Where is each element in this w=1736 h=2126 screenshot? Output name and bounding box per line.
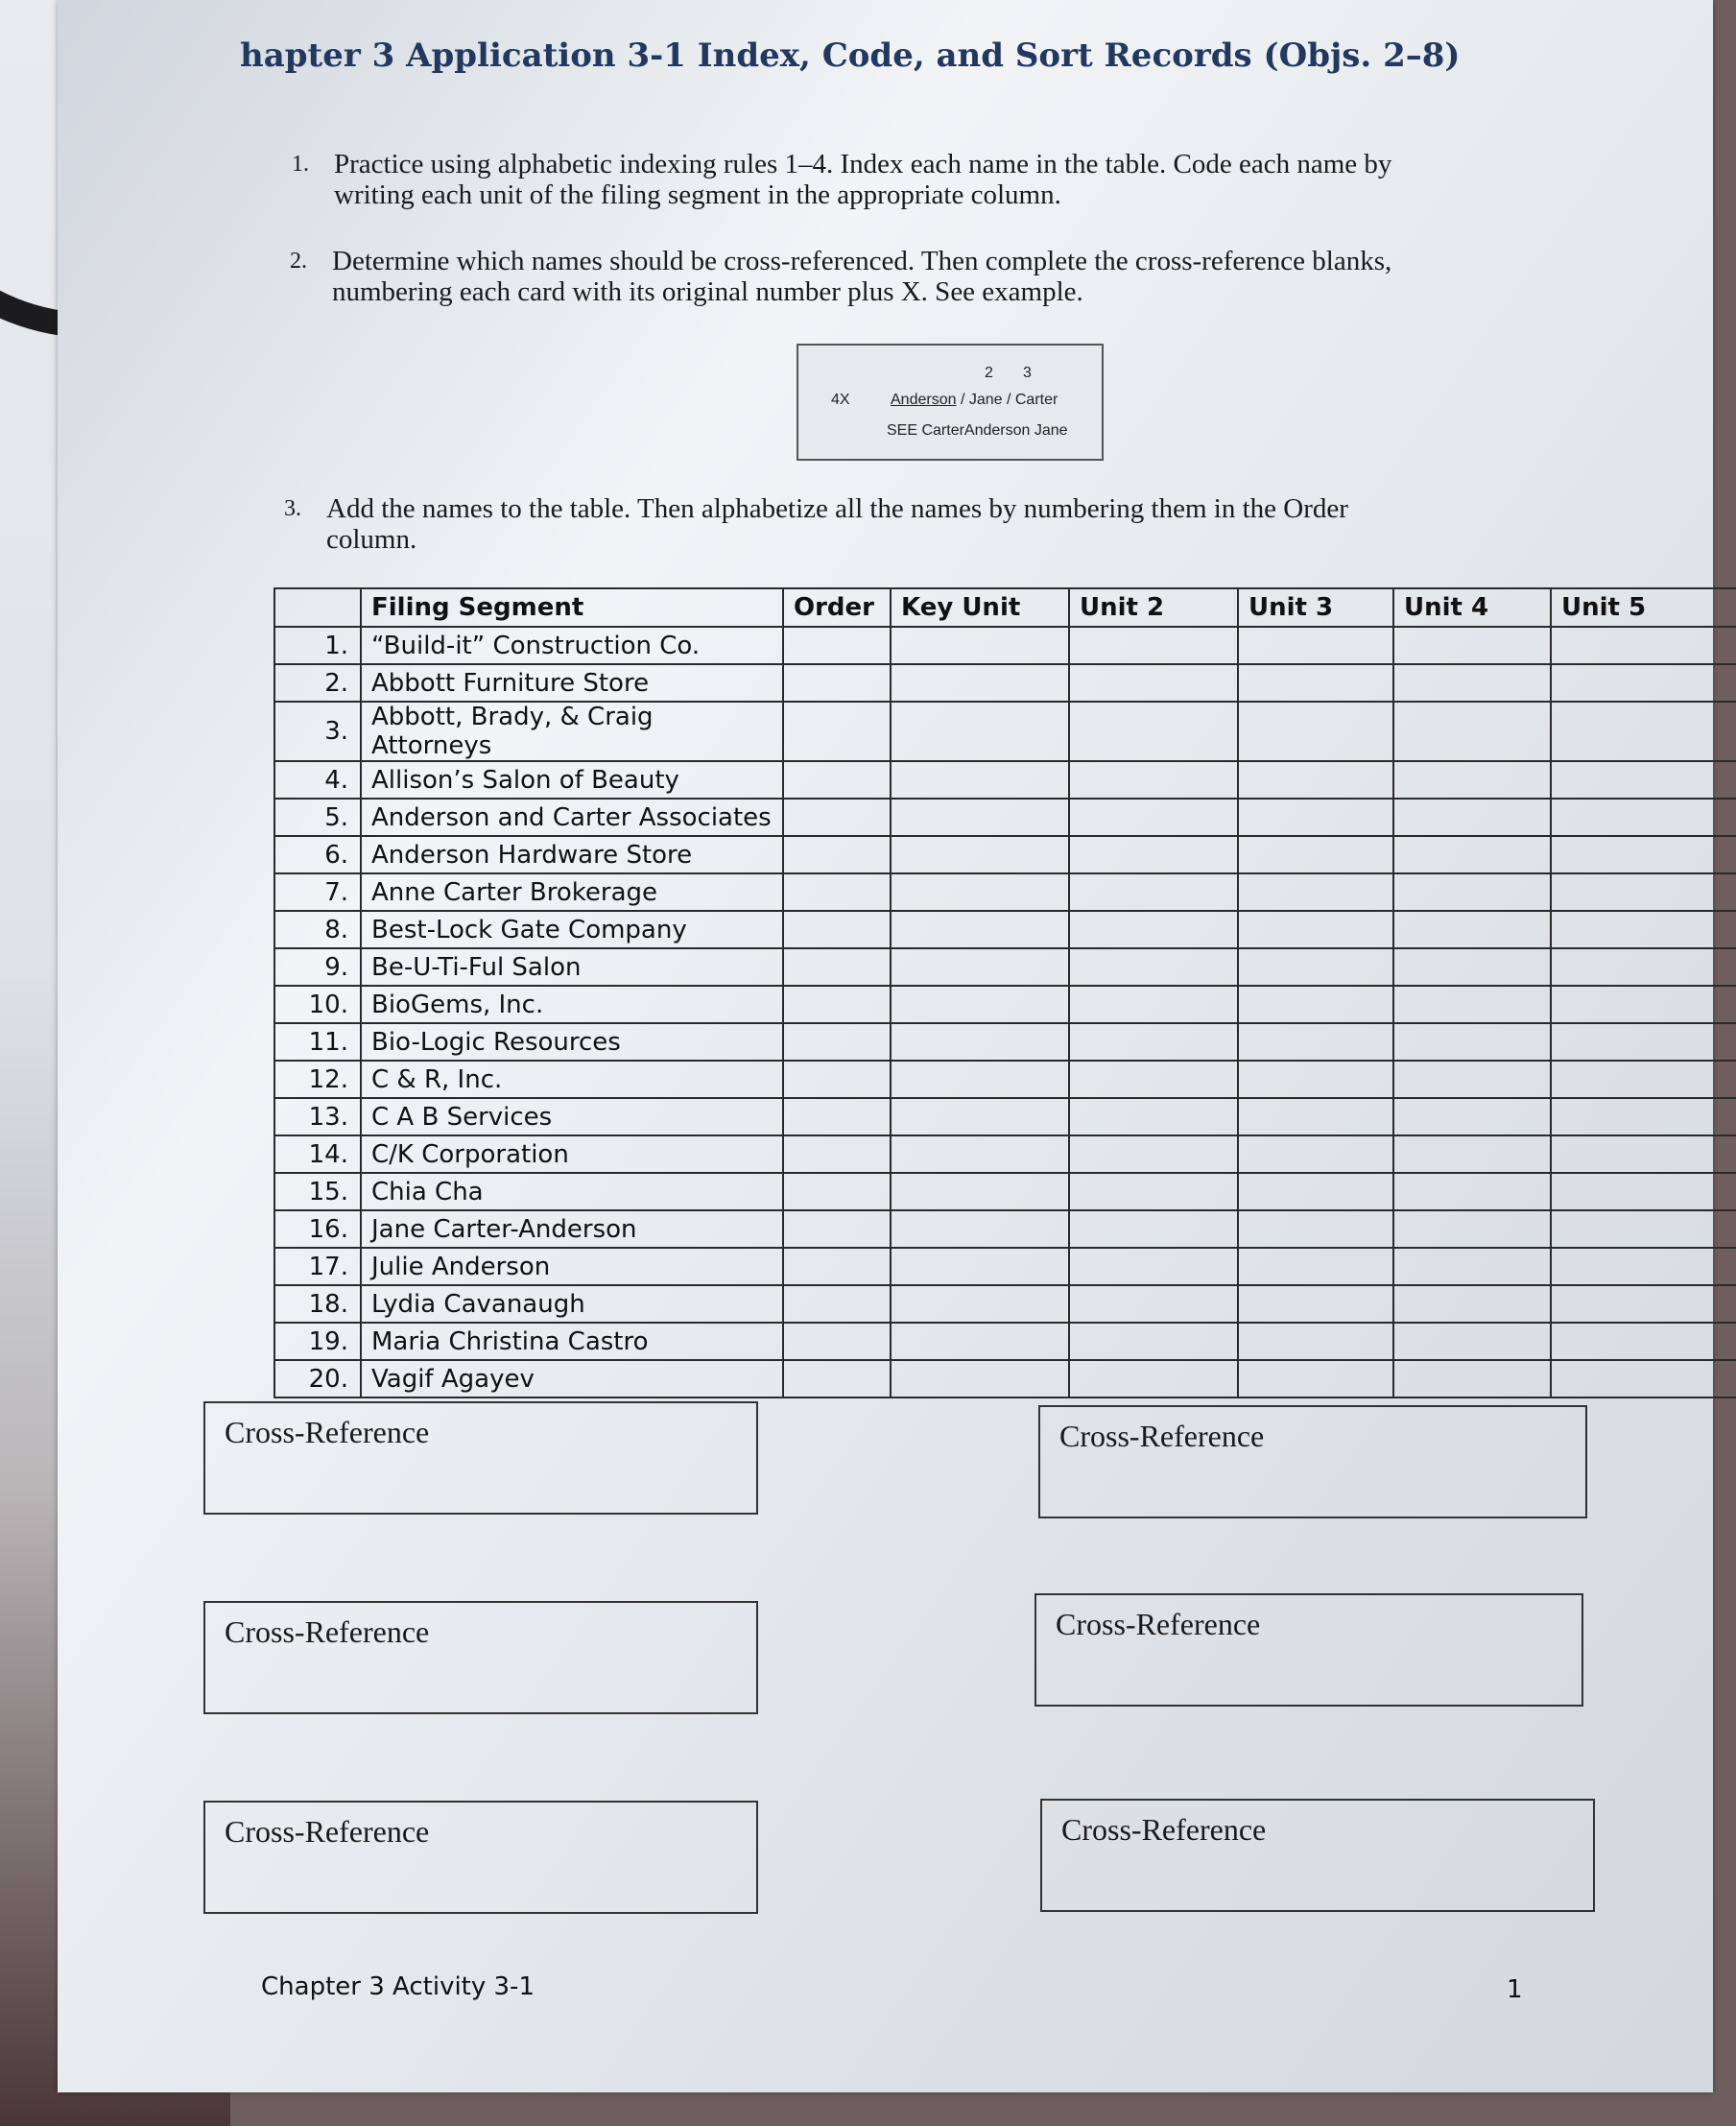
unit-4-cell[interactable] <box>1393 1323 1551 1360</box>
instruction-3 <box>284 493 1348 555</box>
unit-4-cell[interactable] <box>1393 1285 1551 1323</box>
unit-numbers: 2 3 <box>985 365 1035 381</box>
header-unit-3: Unit 3 <box>1238 588 1393 627</box>
key-unit-cell[interactable] <box>891 799 1069 836</box>
unit-5-cell[interactable] <box>1551 1323 1736 1360</box>
table-row <box>274 873 1736 911</box>
unit-5-cell[interactable] <box>1551 1248 1736 1285</box>
key-unit-cell[interactable] <box>891 1323 1069 1360</box>
unit-4-cell[interactable] <box>1393 1173 1551 1210</box>
table-row <box>274 911 1736 948</box>
unit-2-cell[interactable] <box>1069 627 1238 664</box>
key-unit-cell[interactable] <box>891 702 1069 761</box>
unit-2-cell[interactable] <box>1069 1173 1238 1210</box>
cross-reference-box-5[interactable]: Cross-Reference <box>203 1801 758 1914</box>
unit-5-cell[interactable] <box>1551 911 1736 948</box>
key-unit-cell[interactable] <box>891 1173 1069 1210</box>
order-cell[interactable] <box>783 986 891 1023</box>
unit-3-cell[interactable] <box>1238 1210 1393 1248</box>
unit-3-cell[interactable] <box>1238 1098 1393 1135</box>
unit-4-cell[interactable] <box>1393 1061 1551 1098</box>
filing-segment-cell: Maria Christina Castro <box>361 1323 783 1360</box>
header-unit-4: Unit 4 <box>1393 588 1551 627</box>
unit-2-cell[interactable] <box>1069 799 1238 836</box>
unit-2-cell[interactable] <box>1069 911 1238 948</box>
filing-segment-cell: Julie Anderson <box>361 1248 783 1285</box>
key-unit-cell[interactable] <box>891 948 1069 986</box>
filing-segment-cell: Bio-Logic Resources <box>361 1023 783 1061</box>
unit-2-cell[interactable] <box>1069 948 1238 986</box>
unit-3-cell[interactable] <box>1238 836 1393 873</box>
order-cell[interactable] <box>783 1173 891 1210</box>
order-cell[interactable] <box>783 1323 891 1360</box>
unit-3-cell[interactable] <box>1238 873 1393 911</box>
unit-5-cell[interactable] <box>1551 948 1736 986</box>
row-number: 19. <box>274 1323 361 1360</box>
unit-2-cell[interactable] <box>1069 986 1238 1023</box>
filing-segment-cell: Jane Carter-Anderson <box>361 1210 783 1248</box>
indexing-table <box>273 587 1736 1398</box>
unit-4-cell[interactable] <box>1393 627 1551 664</box>
table-row <box>274 948 1736 986</box>
key-unit-cell[interactable] <box>891 1135 1069 1173</box>
unit-2-cell[interactable] <box>1069 836 1238 873</box>
table-row <box>274 627 1736 664</box>
unit-2-cell[interactable] <box>1069 1360 1238 1397</box>
row-number: 8. <box>274 911 361 948</box>
order-cell[interactable] <box>783 664 891 702</box>
example-card-label: 4X <box>831 392 850 408</box>
row-number: 15. <box>274 1173 361 1210</box>
order-cell[interactable] <box>783 948 891 986</box>
cross-reference-box-3[interactable]: Cross-Reference <box>203 1601 758 1714</box>
header-order: Order <box>783 588 891 627</box>
order-cell[interactable] <box>783 799 891 836</box>
table-row <box>274 1135 1736 1173</box>
filing-segment-cell: Anderson Hardware Store <box>361 836 783 873</box>
key-unit-cell[interactable] <box>891 1098 1069 1135</box>
unit-3-cell[interactable] <box>1238 799 1393 836</box>
unit-3-cell[interactable] <box>1238 1135 1393 1173</box>
unit-2-cell[interactable] <box>1069 873 1238 911</box>
row-number: 13. <box>274 1098 361 1135</box>
row-number: 2. <box>274 664 361 702</box>
cross-reference-box-1[interactable]: Cross-Reference <box>203 1401 758 1515</box>
filing-segment-cell: Vagif Agayev <box>361 1360 783 1397</box>
row-number: 7. <box>274 873 361 911</box>
table-row <box>274 664 1736 702</box>
order-cell[interactable] <box>783 911 891 948</box>
instruction-text: Add the names to the table. Then alphabetize all the names by numbering them in the Order <box>326 493 1348 524</box>
key-unit-cell[interactable] <box>891 627 1069 664</box>
order-cell[interactable] <box>783 873 891 911</box>
unit-4-cell[interactable] <box>1393 799 1551 836</box>
unit-2-cell[interactable] <box>1069 1210 1238 1248</box>
unit-5-cell[interactable] <box>1551 986 1736 1023</box>
unit-3-cell[interactable] <box>1238 1285 1393 1323</box>
unit-3-cell[interactable] <box>1238 948 1393 986</box>
filing-segment-cell: Lydia Cavanaugh <box>361 1285 783 1323</box>
unit-5-cell[interactable] <box>1551 1135 1736 1173</box>
unit-3-cell[interactable] <box>1238 1023 1393 1061</box>
example-card-name: Anderson / Jane / Carter <box>891 392 1058 408</box>
order-cell[interactable] <box>783 1135 891 1173</box>
table-row <box>274 836 1736 873</box>
unit-2-cell[interactable] <box>1069 1135 1238 1173</box>
table-row <box>274 1360 1736 1397</box>
unit-4-cell[interactable] <box>1393 664 1551 702</box>
table-row <box>274 1173 1736 1210</box>
unit-5-cell[interactable] <box>1551 761 1736 799</box>
filing-segment-cell: C/K Corporation <box>361 1135 783 1173</box>
instruction-text: Determine which names should be cross-referenced. Then complete the cross-reference blanks, <box>332 246 1392 276</box>
instruction-number: 3. <box>284 496 301 521</box>
unit-3-cell[interactable] <box>1238 702 1393 761</box>
filing-segment-cell: C & R, Inc. <box>361 1061 783 1098</box>
unit-2-cell[interactable] <box>1069 1248 1238 1285</box>
unit-5-cell[interactable] <box>1551 1061 1736 1098</box>
cross-reference-box-2[interactable]: Cross-Reference <box>1038 1405 1587 1518</box>
instruction-1 <box>292 149 1392 210</box>
unit-5-cell[interactable] <box>1551 1023 1736 1061</box>
unit-4-cell[interactable] <box>1393 873 1551 911</box>
table-row <box>274 799 1736 836</box>
table-row <box>274 986 1736 1023</box>
unit-3-cell[interactable] <box>1238 1173 1393 1210</box>
cross-reference-box-4[interactable]: Cross-Reference <box>1034 1593 1583 1707</box>
row-number: 9. <box>274 948 361 986</box>
order-cell[interactable] <box>783 627 891 664</box>
unit-5-cell[interactable] <box>1551 1285 1736 1323</box>
header-unit-5: Unit 5 <box>1551 588 1736 627</box>
instruction-text: numbering each card with its original number plus X. See example. <box>332 276 1083 307</box>
order-cell[interactable] <box>783 1360 891 1397</box>
row-number: 11. <box>274 1023 361 1061</box>
row-number: 12. <box>274 1061 361 1098</box>
key-unit-cell[interactable] <box>891 836 1069 873</box>
instruction-text: column. <box>326 524 417 555</box>
unit-2-cell[interactable] <box>1069 1098 1238 1135</box>
filing-segment-cell: Best-Lock Gate Company <box>361 911 783 948</box>
filing-segment-cell: Chia Cha <box>361 1173 783 1210</box>
example-cross-reference-card <box>797 344 1104 461</box>
order-cell[interactable] <box>783 702 891 761</box>
unit-4-cell[interactable] <box>1393 986 1551 1023</box>
page-footer: Chapter 3 Activity 3-1 <box>261 1972 535 2001</box>
unit-2-cell[interactable] <box>1069 1023 1238 1061</box>
key-unit-cell[interactable] <box>891 1285 1069 1323</box>
row-number: 20. <box>274 1360 361 1397</box>
unit-4-cell[interactable] <box>1393 836 1551 873</box>
unit-3-cell[interactable] <box>1238 1360 1393 1397</box>
unit-5-cell[interactable] <box>1551 627 1736 664</box>
unit-5-cell[interactable] <box>1551 702 1736 761</box>
order-cell[interactable] <box>783 1248 891 1285</box>
key-unit-cell[interactable] <box>891 911 1069 948</box>
unit-2-cell[interactable] <box>1069 1061 1238 1098</box>
row-number: 1. <box>274 627 361 664</box>
unit-5-cell[interactable] <box>1551 1360 1736 1397</box>
unit-5-cell[interactable] <box>1551 836 1736 873</box>
order-cell[interactable] <box>783 1210 891 1248</box>
unit-4-cell[interactable] <box>1393 911 1551 948</box>
order-cell[interactable] <box>783 836 891 873</box>
table-row <box>274 761 1736 799</box>
order-cell[interactable] <box>783 1023 891 1061</box>
header-number <box>274 588 361 627</box>
key-unit-cell[interactable] <box>891 1210 1069 1248</box>
unit-3-cell[interactable] <box>1238 911 1393 948</box>
table-row <box>274 1285 1736 1323</box>
table-row <box>274 1323 1736 1360</box>
key-unit-cell[interactable] <box>891 1248 1069 1285</box>
instruction-number: 2. <box>290 249 307 274</box>
unit-5-cell[interactable] <box>1551 873 1736 911</box>
key-unit-cell[interactable] <box>891 664 1069 702</box>
order-cell[interactable] <box>783 1098 891 1135</box>
key-unit-cell[interactable] <box>891 1360 1069 1397</box>
table-row <box>274 1098 1736 1135</box>
order-cell[interactable] <box>783 1061 891 1098</box>
example-card-see: SEE CarterAnderson Jane <box>887 422 1068 439</box>
instruction-2 <box>290 246 1392 307</box>
row-number: 3. <box>274 702 361 761</box>
unit-5-cell[interactable] <box>1551 664 1736 702</box>
row-number: 5. <box>274 799 361 836</box>
unit-4-cell[interactable] <box>1393 1135 1551 1173</box>
row-number: 14. <box>274 1135 361 1173</box>
key-unit-cell[interactable] <box>891 1023 1069 1061</box>
unit-2-cell[interactable] <box>1069 702 1238 761</box>
row-number: 16. <box>274 1210 361 1248</box>
filing-segment-cell: Abbott Furniture Store <box>361 664 783 702</box>
filing-segment-cell: Anne Carter Brokerage <box>361 873 783 911</box>
unit-3-cell[interactable] <box>1238 1061 1393 1098</box>
unit-3-cell[interactable] <box>1238 1248 1393 1285</box>
unit-4-cell[interactable] <box>1393 1360 1551 1397</box>
header-unit-2: Unit 2 <box>1069 588 1238 627</box>
order-cell[interactable] <box>783 761 891 799</box>
filing-segment-cell: C A B Services <box>361 1098 783 1135</box>
cross-reference-box-6[interactable]: Cross-Reference <box>1040 1799 1595 1912</box>
unit-4-cell[interactable] <box>1393 702 1551 761</box>
unit-2-cell[interactable] <box>1069 1323 1238 1360</box>
instruction-text: Practice using alphabetic indexing rules 1–4. Index each name in the table. Code each name by <box>334 149 1392 179</box>
filing-segment-cell: “Build-it” Construction Co. <box>361 627 783 664</box>
unit-3-cell[interactable] <box>1238 627 1393 664</box>
unit-4-cell[interactable] <box>1393 1210 1551 1248</box>
key-unit-cell[interactable] <box>891 873 1069 911</box>
row-number: 18. <box>274 1285 361 1323</box>
row-number: 6. <box>274 836 361 873</box>
header-filing-segment: Filing Segment <box>361 588 783 627</box>
unit-3-cell[interactable] <box>1238 1323 1393 1360</box>
unit-3-cell[interactable] <box>1238 986 1393 1023</box>
unit-5-cell[interactable] <box>1551 1098 1736 1135</box>
row-number: 17. <box>274 1248 361 1285</box>
unit-4-cell[interactable] <box>1393 1248 1551 1285</box>
page-title: hapter 3 Application 3-1 Index, Code, and Sort Records (Objs. 2–8) <box>240 36 1461 75</box>
unit-4-cell[interactable] <box>1393 1098 1551 1135</box>
instruction-number: 1. <box>292 152 309 177</box>
key-unit-cell[interactable] <box>891 1061 1069 1098</box>
filing-segment-cell: BioGems, Inc. <box>361 986 783 1023</box>
table-header-row <box>274 588 1736 627</box>
table-row <box>274 1023 1736 1061</box>
filing-segment-cell: Be-U-Ti-Ful Salon <box>361 948 783 986</box>
key-unit-cell[interactable] <box>891 761 1069 799</box>
unit-5-cell[interactable] <box>1551 1210 1736 1248</box>
page-number: 1 <box>1507 1975 1523 2004</box>
unit-5-cell[interactable] <box>1551 799 1736 836</box>
unit-4-cell[interactable] <box>1393 948 1551 986</box>
filing-segment-cell: Abbott, Brady, & Craig Attorneys <box>361 702 783 761</box>
row-number: 10. <box>274 986 361 1023</box>
key-unit-cell[interactable] <box>891 986 1069 1023</box>
table-row <box>274 1248 1736 1285</box>
filing-segment-cell: Anderson and Carter Associates <box>361 799 783 836</box>
unit-4-cell[interactable] <box>1393 1023 1551 1061</box>
table-row <box>274 702 1736 761</box>
table-row <box>274 1061 1736 1098</box>
unit-2-cell[interactable] <box>1069 761 1238 799</box>
unit-3-cell[interactable] <box>1238 664 1393 702</box>
unit-2-cell[interactable] <box>1069 1285 1238 1323</box>
unit-3-cell[interactable] <box>1238 761 1393 799</box>
unit-5-cell[interactable] <box>1551 1173 1736 1210</box>
unit-2-cell[interactable] <box>1069 664 1238 702</box>
table-row <box>274 1210 1736 1248</box>
order-cell[interactable] <box>783 1285 891 1323</box>
instruction-text: writing each unit of the filing segment in the appropriate column. <box>334 179 1061 210</box>
unit-4-cell[interactable] <box>1393 761 1551 799</box>
header-key-unit: Key Unit <box>891 588 1069 627</box>
worksheet-page <box>58 0 1713 2092</box>
row-number: 4. <box>274 761 361 799</box>
filing-segment-cell: Allison’s Salon of Beauty <box>361 761 783 799</box>
